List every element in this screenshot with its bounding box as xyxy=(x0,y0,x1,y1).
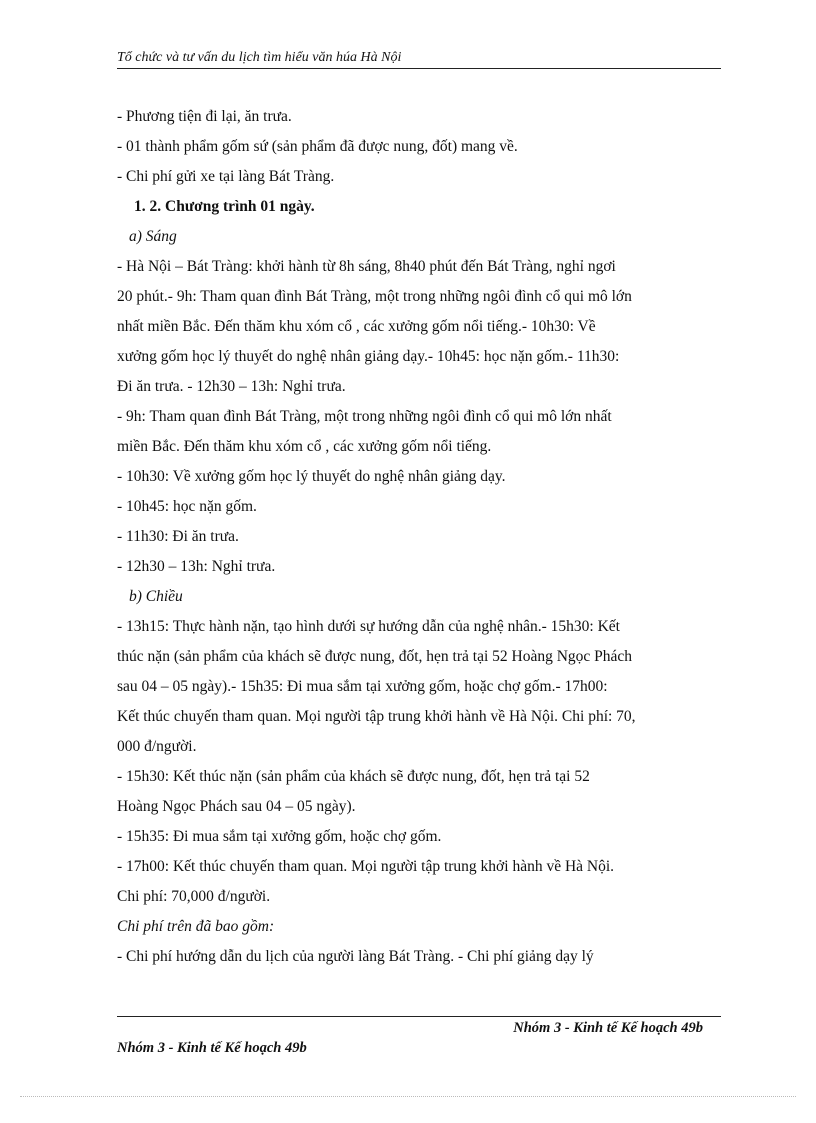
list-item: - 15h35: Đi mua sắm tại xưởng gốm, hoặc chợ gốm. xyxy=(117,828,442,845)
list-item: - Chi phí hướng dẫn du lịch của người làng Bát Tràng. - Chi phí giảng dạy lý xyxy=(117,948,594,965)
paragraph-line: - Hà Nội – Bát Tràng: khởi hành từ 8h sáng, 8h40 phút đến Bát Tràng, nghỉ ngơi xyxy=(117,258,616,275)
list-item: - 15h30: Kết thúc nặn (sản phẩm của khách sẽ được nung, đốt, hẹn trả tại 52 xyxy=(117,768,590,785)
footer-group-label-right: Nhóm 3 - Kinh tế Kế hoạch 49b xyxy=(513,1020,703,1036)
paragraph-line: thúc nặn (sản phẩm của khách sẽ được nung, đốt, hẹn trả tại 52 Hoàng Ngọc Phách xyxy=(117,648,633,665)
paragraph-line: 000 đ/người. xyxy=(117,738,197,755)
paragraph-line: miền Bắc. Đến thăm khu xóm cổ , các xưởng gốm nổi tiếng. xyxy=(117,438,492,455)
page-header xyxy=(117,50,721,69)
paragraph-line: Đi ăn trưa. - 12h30 – 13h: Nghỉ trưa. xyxy=(117,378,346,395)
footer-group-label-left: Nhóm 3 - Kinh tế Kế hoạch 49b xyxy=(117,1040,307,1056)
paragraph-line: - 13h15: Thực hành nặn, tạo hình dưới sự hướng dẫn của nghệ nhân.- 15h30: Kết xyxy=(117,618,620,635)
page-bottom-border xyxy=(20,1096,796,1097)
paragraph-line: Chi phí: 70,000 đ/người. xyxy=(117,888,271,905)
subsection-heading-morning: a) Sáng xyxy=(129,228,177,245)
list-item: - 12h30 – 13h: Nghỉ trưa. xyxy=(117,558,276,575)
list-item: - Phương tiện đi lại, ăn trưa. xyxy=(117,108,292,125)
paragraph-line: sau 04 – 05 ngày).- 15h35: Đi mua sắm tại xưởng gốm, hoặc chợ gốm.- 17h00: xyxy=(117,678,608,695)
list-item: - 11h30: Đi ăn trưa. xyxy=(117,528,239,545)
list-item: - 10h30: Về xưởng gốm học lý thuyết do nghệ nhân giảng dạy. xyxy=(117,468,506,485)
section-heading: 1. 2. Chương trình 01 ngày. xyxy=(134,198,315,215)
cost-includes-heading: Chi phí trên đã bao gồm: xyxy=(117,918,275,935)
footer-divider xyxy=(117,1016,721,1017)
paragraph-line: Kết thúc chuyến tham quan. Mọi người tập trung khởi hành về Hà Nội. Chi phí: 70, xyxy=(117,708,636,725)
paragraph-line: xưởng gốm học lý thuyết do nghệ nhân giảng dạy.- 10h45: học nặn gốm.- 11h30: xyxy=(117,348,620,365)
list-item: - 17h00: Kết thúc chuyến tham quan. Mọi người tập trung khởi hành về Hà Nội. xyxy=(117,858,615,875)
subsection-heading-afternoon: b) Chiều xyxy=(129,588,183,605)
page-body xyxy=(117,102,721,972)
list-item: - Chi phí gửi xe tại làng Bát Tràng. xyxy=(117,168,335,185)
header-title: Tổ chức và tư vấn du lịch tìm hiểu văn húa Hà Nội xyxy=(117,50,402,65)
paragraph-line: 20 phút.- 9h: Tham quan đình Bát Tràng, một trong những ngôi đình cổ qui mô lớn xyxy=(117,288,632,305)
list-item: - 9h: Tham quan đình Bát Tràng, một trong những ngôi đình cổ qui mô lớn nhất xyxy=(117,408,612,425)
paragraph-line: Hoàng Ngọc Phách sau 04 – 05 ngày). xyxy=(117,798,356,815)
list-item: - 10h45: học nặn gốm. xyxy=(117,498,257,515)
paragraph-line: nhất miền Bắc. Đến thăm khu xóm cổ , các xưởng gốm nổi tiếng.- 10h30: Về xyxy=(117,318,596,335)
list-item: - 01 thành phẩm gốm sứ (sản phẩm đã được nung, đốt) mang về. xyxy=(117,138,518,155)
